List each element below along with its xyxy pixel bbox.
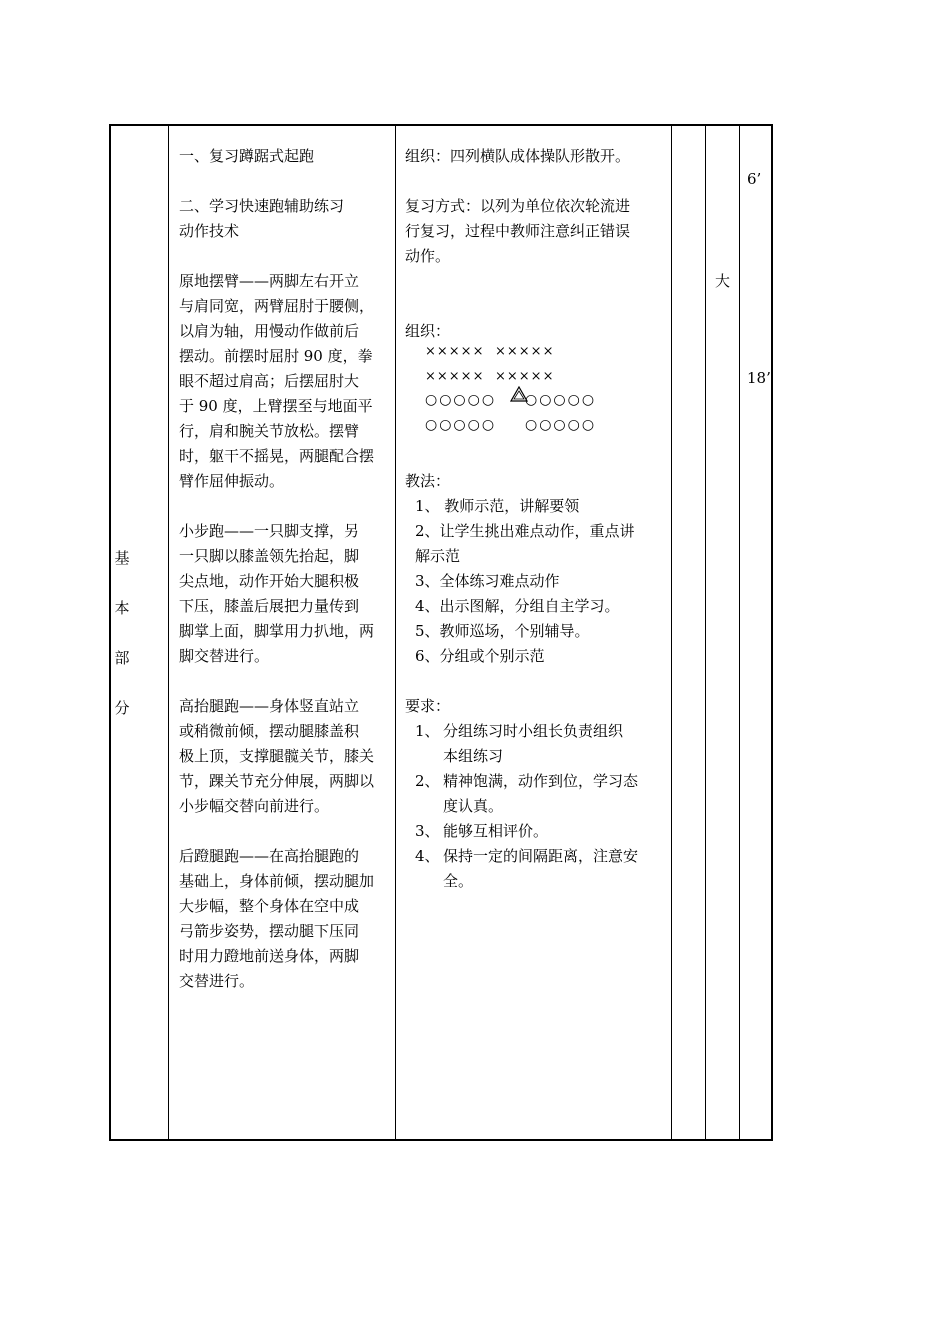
content-line: 动作技术 <box>179 222 240 240</box>
section-char: 分 <box>114 699 130 717</box>
requirement-line <box>405 719 667 744</box>
requirement-text: 能够互相评价。 <box>443 822 549 840</box>
intensity-cell <box>706 270 739 291</box>
content-gap <box>179 494 391 519</box>
content-gap <box>179 169 391 194</box>
formation-diagram <box>405 344 667 444</box>
section-label <box>111 126 168 1139</box>
content-line: 或稍微前倾，摆动腿膝盖积 <box>179 722 360 740</box>
organization-label: 组织： <box>405 322 451 340</box>
column-divider <box>671 126 672 1139</box>
student-row: ××××× <box>495 369 555 384</box>
content-line: 时用力蹬地前送身体，两脚 <box>179 947 360 965</box>
section-char: 部 <box>114 649 130 667</box>
content-line: 眼不超过肩高；后摆屈肘大 <box>179 372 360 390</box>
content-line: 小步幅交替向前进行。 <box>179 797 330 815</box>
student-row: ○○○○○ <box>525 417 597 433</box>
teaching-step: 3、全体练习难点动作 <box>415 572 560 590</box>
content-line: 二、学习快速跑辅助练习 <box>179 197 345 215</box>
student-row: ××××× <box>425 344 485 359</box>
requirement-number: 1、 <box>415 722 440 740</box>
teaching-content <box>179 144 391 994</box>
teaching-step: 5、教师巡场，个别辅导。 <box>415 622 590 640</box>
content-line: 大步幅，整个身体在空中成 <box>179 897 360 915</box>
review-line: 行复习，过程中教师注意纠正错误 <box>405 222 631 240</box>
requirement-line <box>405 819 667 844</box>
content-line: 与肩同宽，两臂屈肘于腰侧， <box>179 297 375 315</box>
content-gap <box>179 819 391 844</box>
section-char: 本 <box>114 599 130 617</box>
requirements-list <box>405 719 667 894</box>
content-line: 小步跑——一只脚支撑，另 <box>179 522 360 540</box>
requirement-number: 2、 <box>415 772 440 790</box>
student-row: ○○○○○ <box>425 417 497 433</box>
requirement-number: 3、 <box>415 822 440 840</box>
content-line: 脚掌上面，脚掌用力扒地，两 <box>179 622 375 640</box>
requirement-text: 本组练习 <box>443 747 504 765</box>
requirement-line <box>405 744 667 769</box>
student-row: ××××× <box>495 344 555 359</box>
teaching-step: 2、让学生挑出难点动作，重点讲 <box>415 522 635 540</box>
requirement-line <box>405 794 667 819</box>
content-line: 行，肩和腕关节放松。摆臂 <box>179 422 360 440</box>
lesson-table <box>109 124 773 1141</box>
teaching-step: 6、分组或个别示范 <box>415 647 545 665</box>
content-gap <box>179 244 391 269</box>
requirement-line <box>405 769 667 794</box>
content-line: 时，躯干不摇晃，两腿配合摆 <box>179 447 375 465</box>
student-row: ××××× <box>425 369 485 384</box>
student-row: ○○○○○ <box>425 392 497 408</box>
time-value: 6’ <box>747 170 762 188</box>
content-line: 一、复习蹲踞式起跑 <box>179 147 315 165</box>
content-line: 基础上，身体前倾，摆动腿加 <box>179 872 375 890</box>
content-line: 高抬腿跑——身体竖直站立 <box>179 697 360 715</box>
content-line: 摆动。前摆时屈肘 90 度，拳 <box>179 347 373 365</box>
requirement-number: 4、 <box>415 847 440 865</box>
teaching-step: 1、 教师示范，讲解要领 <box>415 497 580 515</box>
teaching-step: 4、出示图解，分组自主学习。 <box>415 597 620 615</box>
teaching-label: 教法： <box>405 472 451 490</box>
content-line: 极上顶，支撑腿髋关节，膝关 <box>179 747 375 765</box>
column-divider <box>395 126 396 1139</box>
requirement-text: 保持一定的间隔距离，注意安 <box>443 847 639 865</box>
review-line: 复习方式：以列为单位依次轮流进 <box>405 197 631 215</box>
content-line: 尖点地，动作开始大腿积极 <box>179 572 360 590</box>
organization-method <box>405 144 667 894</box>
requirement-text: 精神饱满，动作到位，学习态 <box>443 772 639 790</box>
content-line: 以肩为轴，用慢动作做前后 <box>179 322 360 340</box>
requirement-text: 度认真。 <box>443 797 504 815</box>
content-line: 下压，膝盖后展把力量传到 <box>179 597 360 615</box>
requirement-line <box>405 844 667 869</box>
content-line: 一只脚以膝盖领先抬起，脚 <box>179 547 360 565</box>
content-line: 节，踝关节充分伸展，两脚以 <box>179 772 375 790</box>
content-line: 交替进行。 <box>179 972 255 990</box>
requirement-text: 分组练习时小组长负责组织 <box>443 722 624 740</box>
column-divider <box>739 126 740 1139</box>
student-row: ○○○○○ <box>525 392 597 408</box>
requirement-line <box>405 869 667 894</box>
time-value: 18’ <box>747 369 771 387</box>
teaching-step: 解示范 <box>415 547 461 565</box>
requirements-label: 要求： <box>405 697 451 715</box>
review-line: 动作。 <box>405 247 451 265</box>
content-line: 后蹬腿跑——在高抬腿跑的 <box>179 847 360 865</box>
content-line: 原地摆臂——两脚左右开立 <box>179 272 360 290</box>
section-char: 基 <box>114 549 130 567</box>
content-line: 脚交替进行。 <box>179 647 270 665</box>
organization-text: 组织：四列横队成体操队形散开。 <box>405 147 631 165</box>
content-line: 弓箭步姿势，摆动腿下压同 <box>179 922 360 940</box>
content-line: 臂作屈伸振动。 <box>179 472 285 490</box>
intensity-value: 大 <box>714 272 730 290</box>
column-divider <box>168 126 169 1139</box>
content-line: 于 90 度，上臂摆至与地面平 <box>179 397 373 415</box>
content-gap <box>179 669 391 694</box>
requirement-text: 全。 <box>443 872 474 890</box>
